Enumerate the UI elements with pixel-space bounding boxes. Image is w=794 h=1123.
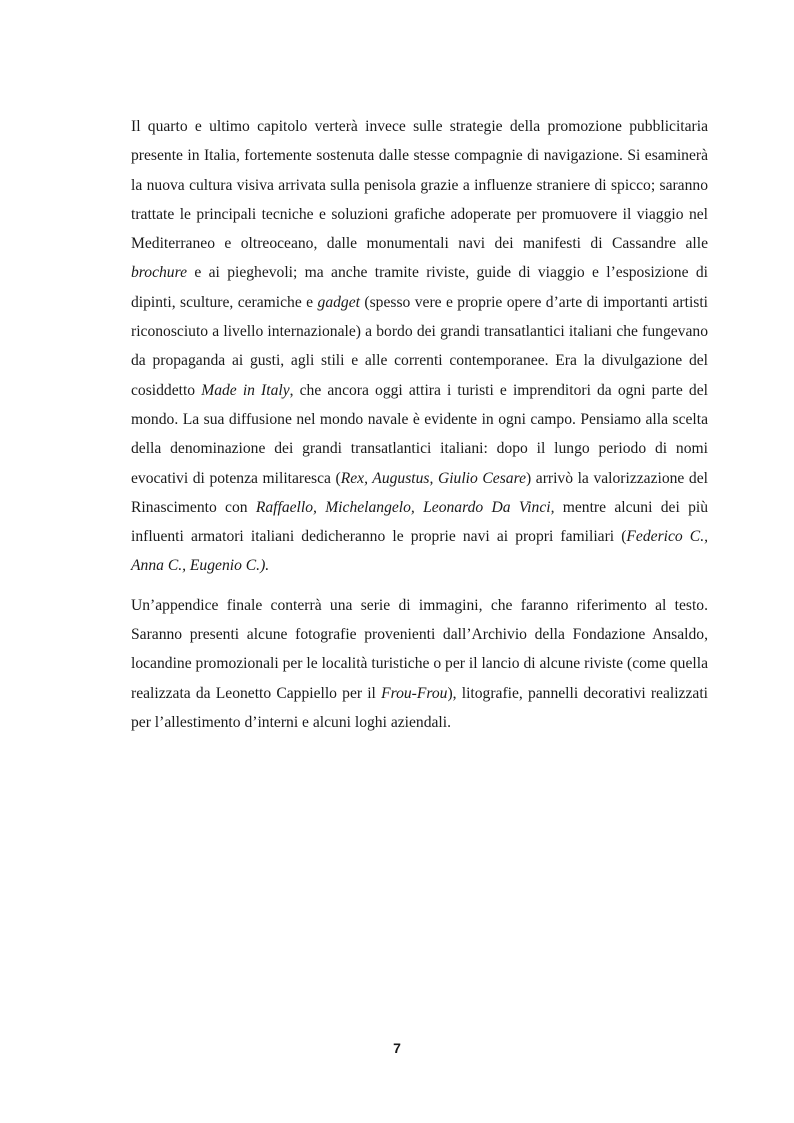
- text-segment: mentre alcuni dei più influenti armatori italiani dedicheranno le proprie navi ai propri familiari (: [131, 498, 708, 546]
- italic-ship-names-military: Rex, Augustus, Giulio Cesare: [340, 469, 526, 487]
- text-segment: , che ancora oggi attira i turisti e imprenditori da ogni parte del mondo. La sua diffusione nel mondo navale è evidente in ogni campo. Pensiamo alla scelta della denominazione dei grandi transatlantici italiani: dopo il lungo periodo di nomi evocativi di potenza militaresca (: [131, 381, 708, 487]
- paragraph-chapter-four: [131, 112, 708, 581]
- italic-ship-names-renaissance: Raffaello, Michelangelo, Leonardo Da Vinci,: [255, 498, 555, 516]
- italic-ship-names-family: Federico C., Anna C., Eugenio C.).: [131, 528, 708, 575]
- paragraph-appendix: [131, 591, 708, 737]
- text-segment: (spesso vere e proprie opere d’arte di importanti artisti riconosciuto a livello internazionale) a bordo dei grandi transatlantici italiani che fungevano da propaganda ai gusti, agli stili e alle correnti contemporanee. Era la divulgazione del cosiddetto: [131, 293, 709, 399]
- italic-term-gadget: gadget: [317, 293, 360, 311]
- italic-term-made-in-italy: Made in Italy: [201, 381, 290, 399]
- text-segment: Il quarto e ultimo capitolo verterà invece sulle strategie della promozione pubblicitaria presente in Italia, fortemente sostenuta dalle stesse compagnie di navigazione. Si esaminerà la nuova cultura visiva arrivata sulla penisola grazie a influenze straniere di spicco; saranno trattate le principali tecniche e soluzioni grafiche adoperate per promuovere il viaggio nel Mediterraneo e oltreoceano, dalle monumentali navi dei manifesti di Cassandre alle: [131, 118, 708, 253]
- text-segment: Un’appendice finale conterrà una serie di immagini, che faranno riferimento al testo. Saranno presenti alcune fotografie provenienti dall’Archivio della Fondazione Ansaldo, locandine promozionali per le località turistiche o per il lancio di alcune riviste (come quella realizzata da Leonetto Cappiello per il: [131, 596, 708, 702]
- text-segment: e ai pieghevoli; ma anche tramite riviste, guide di viaggio e l’esposizione di dipinti, sculture, ceramiche e: [131, 264, 708, 311]
- text-segment: ), litografie, pannelli decorativi realizzati per l’allestimento d’interni e alcuni loghi aziendali.: [131, 684, 708, 731]
- text-segment: ) arrivò la valorizzazione del Rinascimento con: [131, 469, 708, 516]
- italic-magazine-frou-frou: Frou-Frou: [381, 684, 448, 702]
- italic-term-brochure: brochure: [131, 264, 188, 282]
- body-text: [131, 112, 708, 737]
- page-number: 7: [393, 1040, 401, 1056]
